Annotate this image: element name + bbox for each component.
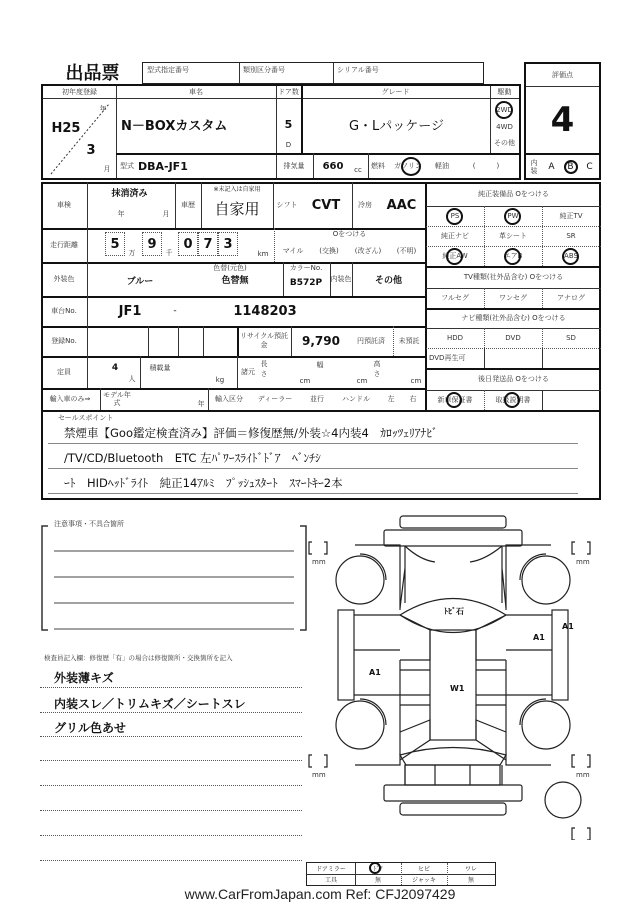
tv-oneseg: ワンセグ: [499, 294, 527, 302]
damage-mark: A1: [562, 622, 574, 631]
mileage-digit: 0: [178, 232, 198, 256]
equip-leather: 革シート: [499, 232, 527, 240]
later-header: 後日発送品 Oをつける: [478, 375, 549, 383]
color-label: 外装色: [53, 275, 75, 283]
handle-left: 左: [387, 395, 395, 403]
navi-sd: SD: [566, 334, 576, 342]
displacement: 660: [322, 160, 344, 172]
exterior-color: ブルー: [126, 276, 154, 287]
doors-label: ドア数: [278, 88, 299, 96]
note-item: グリル色あせ: [54, 721, 127, 735]
ac-label: 冷房: [358, 201, 372, 209]
damage-mark: W1: [450, 684, 465, 693]
registration-label: 登録No.: [51, 337, 77, 345]
inspection-label: 車検: [57, 201, 71, 209]
class-label: 類別区分番号: [243, 66, 285, 74]
sales-line: /TV/CD/Bluetooth ETC 左ﾊﾟﾜｰｽﾗｲﾄﾞﾄﾞｱ ﾍﾞﾝﾁｼ: [64, 451, 321, 465]
color-change-label: 色替(元色): [213, 264, 247, 272]
shift-value: CVT: [311, 197, 341, 213]
capacity-unit: 人: [128, 375, 136, 383]
length-unit: cm: [299, 377, 311, 385]
mileage-man: 万: [128, 249, 136, 257]
navi-dvd: DVD: [505, 334, 521, 342]
import-type-label: 輸入区分: [215, 395, 243, 403]
color-no: B572P: [289, 278, 323, 288]
displacement-unit: cc: [354, 166, 362, 174]
recycle-paid: 円預託済: [357, 337, 385, 345]
import-label: 輸入車のみ⇒: [49, 395, 91, 403]
month-unit: 月: [103, 165, 111, 173]
fuel-diesel: 軽油: [435, 162, 449, 170]
width-unit: cm: [356, 377, 368, 385]
handle-right: 右: [409, 395, 417, 403]
score-label: 評価点: [552, 71, 573, 79]
first-reg-month: 3: [86, 142, 96, 158]
damage-mark-stone-chip: ﾄﾋﾞ石: [444, 607, 464, 616]
later-warranty: 新車保証書: [437, 396, 473, 404]
fuel-label: 燃料: [371, 162, 385, 170]
recycle-unpaid: 未預託: [398, 337, 420, 345]
interior-label: 内装: [530, 159, 538, 175]
note-item: 内装スレ／トリムキズ／シートスレ: [54, 697, 246, 711]
tv-header: TV種類(社外品含む) Oをつける: [463, 273, 564, 281]
jack-label: ジャッキ: [412, 877, 436, 884]
chassis-label: 車台No.: [51, 307, 77, 315]
mileage-sen: 千: [165, 249, 173, 257]
tv-analog: アナログ: [557, 294, 585, 302]
mileage-digit: 5: [105, 232, 125, 256]
exchanged-option: (交換): [319, 247, 339, 255]
fuel-other: ( ): [472, 162, 500, 170]
sales-line: 禁煙車【Goo鑑定検査済み】評価＝修復歴無/外装☆4内装4 ｶﾛｯﾂｪﾘｱﾅﾋﾞ: [64, 426, 438, 440]
model-label: 型式: [120, 162, 134, 170]
import-parallel: 並行: [310, 395, 324, 403]
first-reg-year: H25: [51, 120, 81, 136]
equipment-header: 純正装備品 Oをつける: [478, 190, 549, 198]
mirror-label: ドアミラー: [316, 866, 346, 873]
inspector-label: 検査員記入欄：修復歴「有」の場合は修復箇所・交換箇所を記入: [44, 654, 233, 662]
car-name-label: 車名: [189, 88, 203, 96]
shift-label: シフト: [276, 201, 298, 209]
damage-mark: A1: [533, 633, 545, 642]
displacement-label: 排気量: [283, 162, 305, 170]
equip-ps: PS: [450, 212, 460, 220]
accessories-table: [306, 862, 496, 886]
equip-abs: ABS: [564, 252, 578, 260]
drive-4wd: 4WD: [496, 123, 513, 131]
equip-airbag: エアB: [503, 252, 523, 260]
height-unit: cm: [410, 377, 422, 385]
chassis-number: 1148203: [233, 303, 297, 319]
equip-sr: SR: [566, 232, 576, 240]
capacity-label: 定員: [57, 368, 71, 376]
door-count: 5: [284, 117, 293, 131]
spec-label: 諸元: [241, 368, 255, 376]
width-label: 幅: [316, 361, 324, 369]
height-label: 高さ: [373, 360, 381, 378]
equip-tv: 純正TV: [559, 212, 583, 220]
interior-color-label: 内装色: [330, 275, 352, 283]
grade: G・Lパッケージ: [348, 118, 445, 134]
inspection-value: 抹消済み: [111, 188, 148, 199]
mm-label: mm: [576, 558, 590, 566]
fuel-gasoline: ガソリン: [394, 162, 422, 170]
history-note: ※未記入は自家用: [213, 185, 261, 193]
first-reg-label: 初年度登録: [62, 88, 97, 96]
mileage-digit: 7: [198, 232, 218, 256]
watermark: www.CarFromJapan.com Ref: CFJ2097429: [184, 886, 456, 902]
score-value: 4: [550, 100, 575, 140]
drive-label: 駆動: [497, 88, 512, 96]
mark-label: Oをつける: [332, 230, 367, 238]
import-dealer: ディーラー: [257, 395, 293, 403]
recycle-label: リサイクル預託金: [239, 332, 289, 349]
ac-value: AAC: [386, 197, 417, 213]
interior-grade-a: A: [548, 162, 555, 172]
mm-label: mm: [576, 771, 590, 779]
recycle-amount: 9,790: [302, 334, 340, 348]
dvd-play-label: DVD再生可: [429, 354, 466, 362]
mileage-digit: 3: [218, 232, 238, 256]
inspection-month: 月: [162, 210, 170, 218]
sales-label: セールスポイント: [58, 414, 114, 422]
sales-line: ｰﾄ HIDﾍｯﾄﾞﾗｲﾄ 純正14ｱﾙﾐ ﾌﾟｯｼｭｽﾀｰﾄ ｽﾏｰﾄｷｰ2本: [64, 476, 343, 490]
damage-mark: A1: [369, 668, 381, 677]
chassis-prefix: JF1: [118, 303, 142, 319]
equip-pw: PW: [507, 212, 519, 220]
model-year-unit: 年: [197, 400, 205, 408]
navi-header: ナビ種類(社外品含む) Oをつける: [461, 314, 566, 322]
serial-label: シリアル番号: [337, 66, 379, 74]
type-cert-label: 型式指定番号: [147, 66, 189, 74]
door-unit: D: [285, 141, 292, 149]
chassis-dash: -: [173, 306, 177, 316]
capacity-value: 4: [111, 363, 119, 373]
sheet-title: 出品票: [65, 63, 120, 84]
damage-diagram: [300, 510, 610, 840]
mm-label: mm: [312, 771, 326, 779]
drive-other: その他: [494, 139, 515, 147]
mile-option: マイル: [282, 247, 304, 255]
jack-value: 無: [467, 877, 474, 884]
model-year-label: モデル年式: [103, 391, 131, 407]
tools-value: 無: [374, 877, 381, 884]
score-box: [524, 62, 601, 180]
interior-grade-b: B: [567, 162, 574, 172]
altered-option: (改ざん): [354, 247, 382, 255]
later-manual: 取扱説明書: [495, 396, 531, 404]
note-item: 外装薄キズ: [54, 671, 114, 685]
mileage-label: 走行距離: [50, 241, 78, 249]
interior-grade-c: C: [586, 162, 593, 172]
grade-label: グレード: [381, 88, 410, 96]
history-value: 自家用: [214, 199, 260, 218]
load-unit: kg: [215, 376, 225, 384]
mileage-km: km: [257, 250, 269, 258]
unknown-option: (不明): [396, 247, 417, 255]
color-no-label: カラーNo.: [289, 264, 323, 272]
interior-color: その他: [374, 275, 402, 286]
handle-label: ハンドル: [342, 395, 370, 403]
mileage-digit: 9: [142, 232, 162, 256]
drive-2wd: 2WD: [496, 106, 513, 114]
navi-hdd: HDD: [446, 334, 464, 342]
load-label: 積載量: [149, 364, 171, 372]
notes-label: 注意事項・不具合箇所: [54, 520, 124, 528]
length-label: 長さ: [260, 360, 268, 378]
year-unit: 年: [99, 105, 107, 113]
crack-label: ワレ: [464, 866, 477, 873]
equip-navi: 純正ナビ: [441, 232, 469, 240]
mm-label: mm: [312, 558, 326, 566]
notes-bracket: [40, 524, 308, 632]
history-label: 車歴: [181, 201, 195, 209]
tv-fullseg: フルセグ: [441, 294, 469, 302]
equip-aw: 純正AW: [442, 252, 468, 260]
id-number-box: [142, 62, 484, 84]
mirror-option: ﾄﾞｱ: [373, 866, 383, 873]
car-name: N－BOXカスタム: [121, 118, 228, 134]
crack-small-label: ヒビ: [417, 866, 430, 873]
vehicle-table: [41, 84, 521, 180]
inspection-year: 年: [117, 210, 125, 218]
tools-label: 工具: [324, 877, 337, 884]
color-change: 色替無: [221, 275, 249, 286]
model-code: DBA-JF1: [138, 159, 188, 173]
